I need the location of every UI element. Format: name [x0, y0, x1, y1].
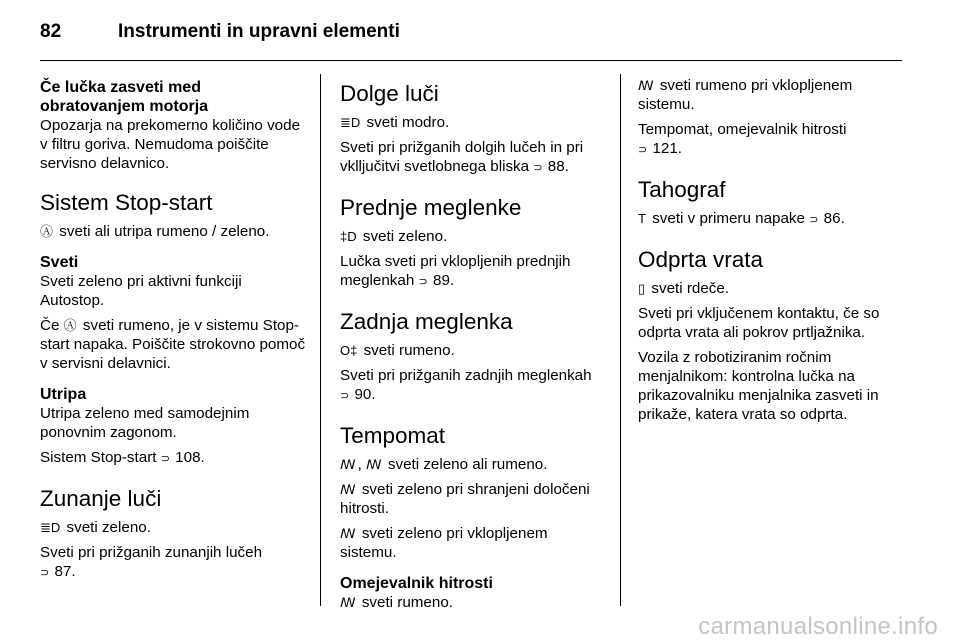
speed-limiter-reference: [638, 120, 908, 160]
reference-page[interactable]: 90.: [354, 386, 376, 403]
rear-fog-line: [340, 341, 608, 360]
door-open-desc: Sveti pri vključenem kontaktu, če so odprta vrata ali pokrov prtljažnika.: [638, 305, 880, 341]
column-divider: [320, 74, 321, 606]
cruise-line-2: [340, 480, 608, 518]
chapter-title: Instrumenti in upravni elementi: [118, 21, 400, 42]
cruise-control-active-icon: ꟿ: [340, 526, 356, 541]
stop-start-line: [40, 222, 308, 241]
reference-text: Sistem Stop-start: [40, 449, 157, 466]
cruise-control-icon: ꟿ: [340, 457, 356, 472]
high-beam-heading: Dolge luči: [340, 81, 439, 106]
stop-start-reference: [40, 448, 308, 469]
door-open-desc-2: Vozila z robotiziranim ročnim menjalnikom: kontrolna lučka na prikazovalniku menjalnika zasveti in prikaže, katera vrata so odprta.: [638, 349, 879, 423]
fuel-warning-heading: Če lučka zasveti med obratovanjem motorja: [40, 79, 209, 115]
speed-limiter-line: [340, 593, 608, 612]
fuel-warning-text: Opozarja na prekomerno količino vode v filtru goriva. Nemudoma poiščite servisno delavnico.: [40, 117, 301, 172]
reference-page[interactable]: 121.: [652, 140, 683, 157]
page-number: 82: [40, 21, 62, 42]
exterior-lights-text: sveti zeleno.: [66, 519, 151, 536]
cruise-text-3: sveti zeleno pri vklopljenem sistemu.: [340, 525, 548, 561]
speed-limiter-heading: Omejevalnik hitrosti: [340, 575, 493, 592]
page-header: [40, 18, 920, 46]
high-beam-desc: [340, 138, 608, 178]
cruise-control-heading: Tempomat: [340, 423, 446, 448]
high-beam-icon: ≣D: [340, 115, 361, 130]
speed-limiter-icon: ꟿ: [340, 595, 356, 610]
high-beam-desc-text: Sveti pri prižganih dolgih lučeh in pri vklljučitvi svetlobnega bliska: [340, 139, 584, 175]
tachograph-text: sveti v primeru napake: [652, 210, 805, 227]
high-beam-line: [340, 113, 608, 132]
front-fog-line: [340, 227, 608, 246]
sveti-heading: Sveti: [40, 254, 79, 271]
stop-start-heading: Sistem Stop-start: [40, 190, 213, 215]
column-2: [340, 72, 608, 618]
rear-fog-text: sveti rumeno.: [363, 342, 455, 359]
cross-reference-icon: ⊃: [340, 390, 350, 402]
rear-fog-heading: Zadnja meglenka: [340, 309, 513, 334]
exterior-lights-heading: Zunanje luči: [40, 486, 162, 511]
reference-page[interactable]: 89.: [433, 272, 455, 289]
reference-page[interactable]: 87.: [54, 563, 76, 580]
door-open-line: [638, 279, 908, 298]
reference-page[interactable]: 108.: [175, 449, 205, 466]
stop-start-fault-text: sveti rumeno, je v sistemu Stop-start napaka. Poiščite strokovno pomoč v servisni delavnici.: [40, 317, 306, 372]
door-open-icon: ▯: [638, 281, 646, 296]
high-beam-text: sveti modro.: [366, 114, 450, 131]
tachograph-heading: Tahograf: [638, 177, 726, 202]
cruise-control-icon: ꟿ: [340, 482, 356, 497]
column-divider: [620, 74, 621, 606]
cross-reference-icon: ⊃: [533, 162, 543, 174]
cross-reference-icon: ⊃: [160, 453, 170, 465]
speed-limiter-line-2: [638, 76, 908, 114]
speed-limiter-text-2: sveti rumeno pri vklopljenem sistemu.: [638, 77, 853, 113]
column-3: [638, 72, 908, 430]
exterior-lights-line: [40, 518, 308, 537]
speed-limiter-icon: ꟿ: [638, 78, 654, 93]
exterior-lights-desc-text: Sveti pri prižganih zunanjih lučeh: [40, 544, 263, 561]
stop-start-icon: Ⓐ: [63, 318, 77, 333]
cross-reference-icon: ⊃: [638, 144, 648, 156]
front-fog-desc-text: Lučka sveti pri vklopljenih prednjih meglenkah: [340, 253, 571, 289]
front-fog-icon: ‡D: [340, 229, 357, 244]
cruise-line-3: [340, 524, 608, 562]
cruise-text-2: sveti zeleno pri shranjeni določeni hitrosti.: [340, 481, 590, 517]
tachograph-line: [638, 209, 908, 230]
rear-fog-desc: [340, 366, 608, 406]
utripa-text: Utripa zeleno med samodejnim ponovnim zagonom.: [40, 405, 250, 441]
front-fog-heading: Prednje meglenke: [340, 195, 522, 220]
exterior-lights-desc: [40, 543, 308, 583]
stop-start-text: sveti ali utripa rumeno / zeleno.: [59, 223, 270, 240]
cross-reference-icon: ⊃: [40, 567, 50, 579]
door-open-heading: Odprta vrata: [638, 247, 764, 272]
door-open-text: sveti rdeče.: [651, 280, 730, 297]
speed-limiter-text: sveti rumeno.: [361, 594, 453, 611]
tachograph-icon: T: [638, 211, 646, 226]
ce-prefix: Če: [40, 317, 60, 334]
watermark: carmanualsonline.info: [698, 613, 938, 640]
reference-page[interactable]: 88.: [547, 158, 569, 175]
stop-start-icon: Ⓐ: [40, 224, 54, 239]
exterior-light-icon: ≣D: [40, 520, 61, 535]
front-fog-desc: [340, 252, 608, 292]
reference-page[interactable]: 86.: [823, 210, 845, 227]
cruise-control-active-icon: ꟿ: [366, 457, 382, 472]
cross-reference-icon: ⊃: [418, 276, 428, 288]
stop-start-fault-line: [40, 316, 308, 373]
rear-fog-icon: O‡: [340, 343, 358, 358]
cruise-line: ꟿ , ꟿ sveti zeleno ali rumeno.: [340, 456, 548, 473]
column-1: [40, 72, 308, 589]
header-divider: [40, 60, 902, 61]
cross-reference-icon: ⊃: [809, 214, 819, 226]
front-fog-text: sveti zeleno.: [362, 228, 448, 245]
sveti-text: Sveti zeleno pri aktivni funkciji Autostop.: [40, 273, 242, 309]
reference-text: Tempomat, omejevalnik hitrosti: [638, 121, 847, 138]
utripa-heading: Utripa: [40, 386, 87, 403]
rear-fog-desc-text: Sveti pri prižganih zadnjih meglenkah: [340, 367, 592, 384]
cruise-text: sveti zeleno ali rumeno.: [387, 456, 548, 473]
